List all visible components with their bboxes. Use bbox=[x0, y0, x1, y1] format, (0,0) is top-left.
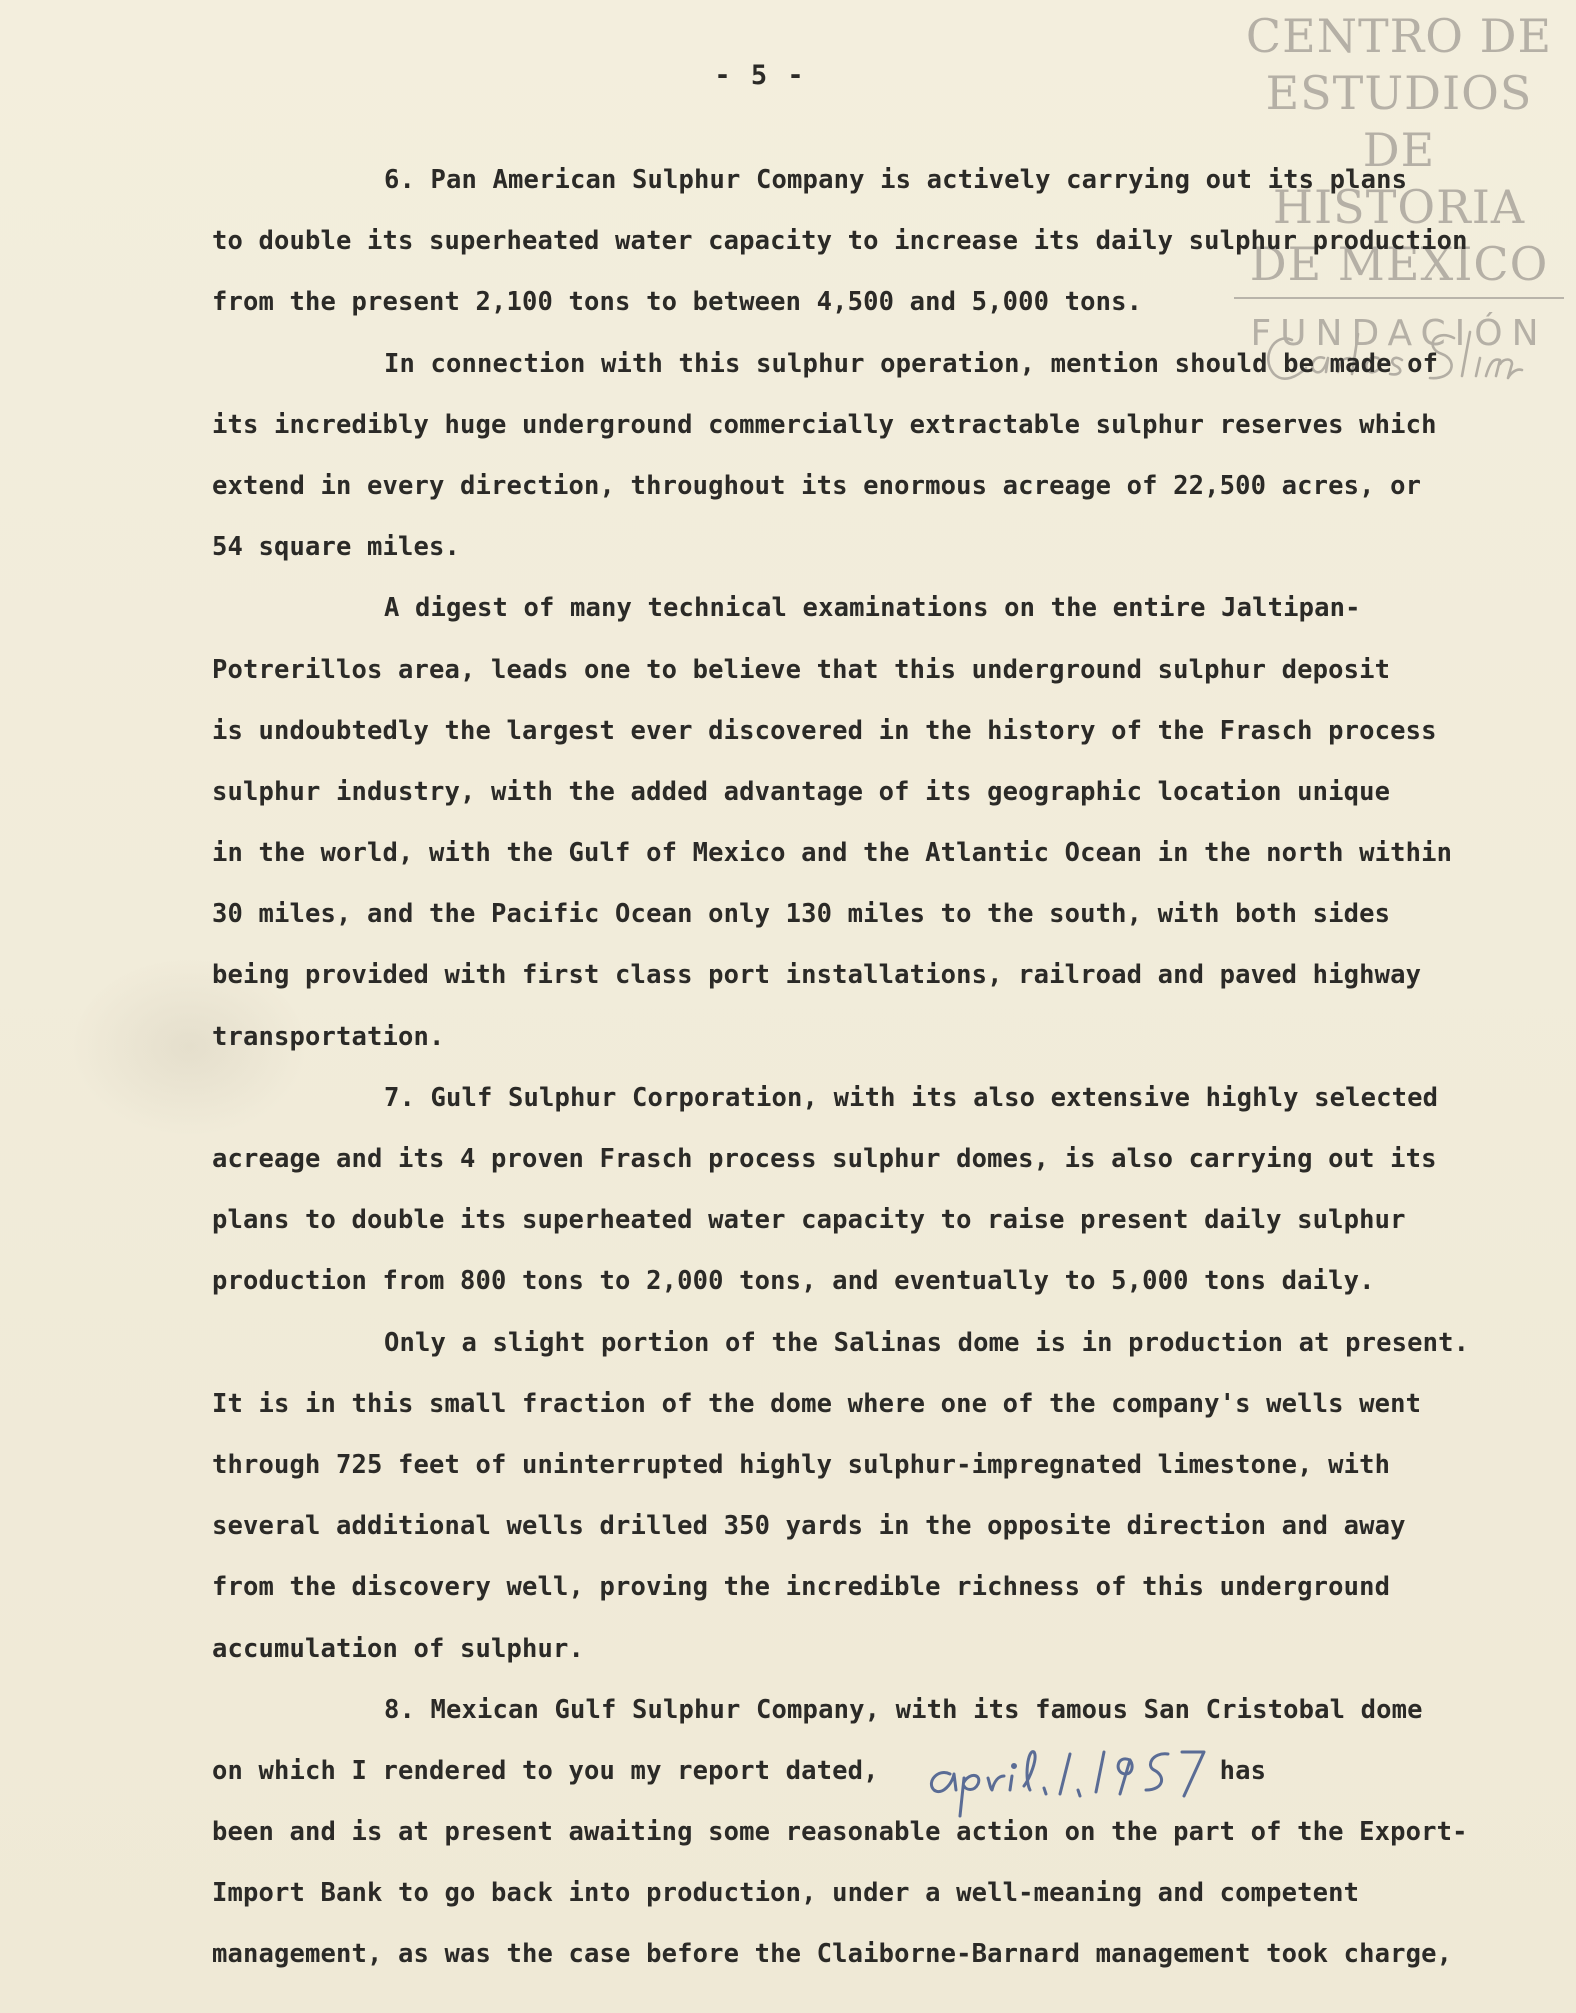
text-line: Import Bank to go back into production, under a well-meaning and competent bbox=[212, 1878, 1360, 1909]
text-line: is undoubtedly the largest ever discovered in the history of the Frasch process bbox=[212, 715, 1437, 746]
watermark-line-1: CENTRO DE bbox=[1245, 9, 1553, 63]
text-line: from the discovery well, proving the incredible richness of this underground bbox=[212, 1572, 1391, 1603]
text-line: several additional wells drilled 350 yards in the opposite direction and away bbox=[212, 1511, 1406, 1542]
watermark-line-2: ESTUDIOS bbox=[1265, 66, 1533, 120]
text-line: on which I rendered to you my report dated, has bbox=[212, 1755, 1267, 1786]
text-line: in the world, with the Gulf of Mexico and the Atlantic Ocean in the north within bbox=[212, 838, 1453, 869]
page-number: - 5 - bbox=[714, 60, 806, 91]
text-line: to double its superheated water capacity to increase its daily sulphur production bbox=[212, 226, 1468, 257]
text-line: management, as was the case before the Claiborne-Barnard management took charge, bbox=[212, 1939, 1453, 1970]
text-line: 6. Pan American Sulphur Company is actively carrying out its plans bbox=[384, 165, 1408, 195]
text-line: plans to double its superheated water capacity to raise present daily sulphur bbox=[212, 1205, 1406, 1236]
text-line: acreage and its 4 proven Frasch process sulphur domes, is also carrying out its bbox=[212, 1144, 1437, 1174]
document-body bbox=[212, 150, 1492, 1986]
text-line: A digest of many technical examinations on the entire Jaltipan- bbox=[384, 593, 1361, 624]
text-line: 30 miles, and the Pacific Ocean only 130 miles to the south, with both sides bbox=[212, 899, 1391, 930]
text-line: Only a slight portion of the Salinas dome is in production at present. bbox=[384, 1327, 1470, 1358]
text-line: It is in this small fraction of the dome where one of the company's wells went bbox=[212, 1388, 1422, 1419]
handwritten-date bbox=[920, 1738, 1260, 1818]
text-line: Potrerillos area, leads one to believe that this underground sulphur deposit bbox=[212, 654, 1391, 685]
text-line: been and is at present awaiting some reasonable action on the part of the Export- bbox=[212, 1817, 1468, 1848]
text-line: production from 800 tons to 2,000 tons, and eventually to 5,000 tons daily. bbox=[212, 1266, 1375, 1297]
text-line: 7. Gulf Sulphur Corporation, with its also extensive highly selected bbox=[384, 1082, 1439, 1113]
text-line: In connection with this sulphur operation, mention should be made of bbox=[384, 348, 1439, 379]
text-line: transportation. bbox=[212, 1021, 445, 1052]
text-line: from the present 2,100 tons to between 4,500 and 5,000 tons. bbox=[212, 287, 1143, 318]
watermark-foundation: FUNDACIÓN bbox=[1250, 313, 1548, 354]
text-line: 8. Mexican Gulf Sulphur Company, with its famous San Cristobal dome bbox=[384, 1694, 1423, 1725]
watermark-line-4: DE MEXICO bbox=[1249, 237, 1549, 291]
text-line: through 725 feet of uninterrupted highly sulphur-impregnated limestone, with bbox=[212, 1449, 1391, 1480]
watermark-line-3: DE HISTORIA bbox=[1272, 123, 1526, 234]
text-line: being provided with first class port installations, railroad and paved highway bbox=[212, 960, 1422, 991]
text-line: 54 square miles. bbox=[212, 532, 461, 563]
text-line: its incredibly huge underground commercially extractable sulphur reserves which bbox=[212, 409, 1437, 440]
text-line: sulphur industry, with the added advantage of its geographic location unique bbox=[212, 776, 1391, 807]
text-line: extend in every direction, throughout its enormous acreage of 22,500 acres, or bbox=[212, 470, 1422, 501]
text-line: accumulation of sulphur. bbox=[212, 1633, 585, 1664]
